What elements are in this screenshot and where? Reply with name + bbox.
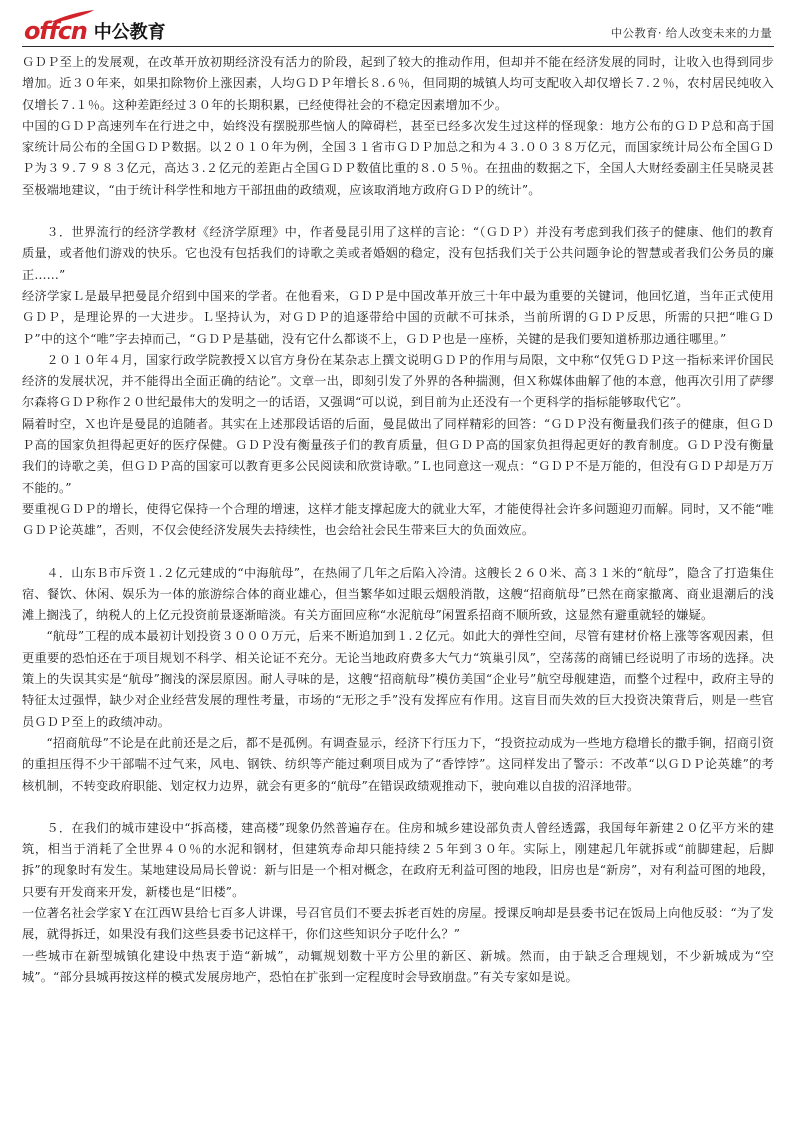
logo-wordmark: offcn	[24, 17, 87, 45]
swoosh-icon	[50, 10, 102, 23]
document-body	[0, 47, 794, 988]
section-spacer	[22, 797, 774, 818]
offcn-logo	[24, 19, 166, 46]
logo-chinese-name: 中公教育	[93, 22, 166, 43]
paragraph: ２０１０年４月，国家行政学院教授Ｘ以官方身份在某杂志上撰文说明ＧＤＰ的作用与局限，文中称“仅凭ＧＤＰ这一指标来评价国民经济的发展状况，并不能得出全面正确的结论”。文章一出，即刻引发了外界的各种揣测，但Ｘ称媒体曲解了他的本意，他再次引用了萨缪尔森将ＧＤＰ称作２０世纪最伟大的发明之一的话语，又强调“可以说，到目前为止还没有一个更科学的指标能够取代它”。	[22, 352, 774, 410]
paragraph-section-3: ３．世界流行的经济学教材《经济学原理》中，作者曼昆引用了这样的言论：“（ＧＤＰ）并没有考虑到我们孩子的健康、他们的教育质量，或者他们游戏的快乐。它也没有包括我们的诗歌之美或者婚姻的稳定，没有包括我们关于公共问题争论的智慧或者我们公务员的廉正……”	[22, 225, 774, 282]
paragraph: 一位著名社会学家Ｙ在江西Ｗ县给七百多人讲课，号召官员们不要去拆老百姓的房屋。授课反响却是县委书记在饭局上向他反驳：“为了发展，就得拆迁，如果没有我们这些县委书记这样干，你们这些知识分子吃什么？”	[22, 905, 774, 942]
section-spacer	[22, 542, 774, 563]
paragraph-section-5: ５．在我们的城市建设中“拆高楼，建高楼”现象仍然普遍存在。住房和城乡建设部负责人曾经透露，我国每年新建２０亿平方米的建筑，相当于消耗了全世界４０％的水泥和钢材，但建筑寿命却只能持续２５年到３０年。实际上，刚建起几年就拆或“前脚建起，后脚拆”的现象时有发生。某地建设局局长曾说：新与旧是一个相对概念，在政府无利益可图的地段，旧房也是“新房”，对有利益可图的地段，只要有开发商来开发，新楼也是“旧楼”。	[22, 820, 774, 899]
paragraph: 要重视ＧＤＰ的增长，使得它保持一个合理的增速，这样才能支撑起庞大的就业大军，才能使得社会许多问题迎刃而解。同时，又不能“唯 ＧＤＰ论英雄”，否则，不仅会使经济发展失去持续性，也会给社会民生带来巨大的负面效应。	[22, 501, 774, 538]
section-spacer	[22, 201, 774, 222]
page-header	[0, 0, 794, 46]
paragraph: 经济学家Ｌ是最早把曼昆介绍到中国来的学者。在他看来，ＧＤＰ是中国改革开放三十年中最为重要的关键词，他回忆道，当年正式使用ＧＤＰ，是理论界的一大进步。Ｌ坚持认为，对ＧＤＰ的追逐带给中国的贡献不可抹杀，当前所谓的ＧＤＰ反思，所需的只把“唯ＧＤＰ”中的这个“唯”字去掉而己，“ＧＤＰ是基础，没有它什么都谈不上，ＧＤＰ也是一座桥，关键的是我们要知道桥那边通往哪里。”	[22, 288, 774, 346]
paragraph: 一些城市在新型城镇化建设中热衷于造“新城”，动辄规划数十平方公里的新区、新城。然而，由于缺乏合理规划，不少新城成为“空城”。“部分县城再按这样的模式发展房地产，恐怕在扩张到一定程度时会导致崩盘。”有关专家如是说。	[22, 948, 774, 984]
logo-mark	[24, 19, 87, 43]
header-tagline: 中公教育· 给人改变未来的力量	[610, 26, 772, 40]
paragraph: “招商航母”不论是在此前还是之后，都不是孤例。有调查显示，经济下行压力下，“投资拉动成为一些地方稳增长的撒手锏，招商引资的重担压得不少干部喘不过气来，风电、钢铁、纺织等产能过剩项目成为了“香饽饽”。这同样发出了警示：不改革“以ＧＤＰ论英雄”的考核机制，不转变政府职能、划定权力边界，就会有更多的“航母”在错误政绩观推动下，驶向难以自拔的沼泽地带。	[22, 735, 774, 793]
paragraph: “航母”工程的成本最初计划投资３０００万元，后来不断追加到１.２亿元。如此大的弹性空间，尽管有建材价格上涨等客观因素，但更重要的恐怕还在于项目规划不科学、相关论证不充分。无论当地政府费多大气力“筑巢引凤”，空荡荡的商铺已经说明了市场的选择。决策上的失误其实是“航母”搁浅的深层原因。耐人寻味的是，这艘“招商航母”模仿美国“企业号”航空母舰建造，而整个过程中，政府主导的特征太过强悍，缺少对企业经营发展的理性考量，市场的“无形之手”没有发挥应有作用。这盲目而失效的巨大投资决策背后，则是一些官员ＧＤＰ至上的政绩冲动。	[22, 629, 774, 729]
paragraph-section-4: ４．山东Ｂ市斥资１.２亿元建成的“中海航母”，在热闹了几年之后陷入冷清。这艘长２６０米、高３１米的“航母”，隐含了打造集住宿、餐饮、休闲、娱乐为一体的旅游综合体的商业雄心，但当繁华如过眼云烟般消散，这艘“招商航母”已然在商家撤离、商业退潮后的浅滩上搁浅了，纳税人的上亿元投资前景逐渐暗淡。有关方面回应称“水泥航母”闲置系招商不顺所致，这显然有避重就轻的嫌疑。	[22, 565, 774, 623]
paragraph: 中国的ＧＤＰ高速列车在行进之中，始终没有摆脱那些恼人的障碍栏，甚至已经多次发生过这样的怪现象：地方公布的ＧＤＰ总和高于国家统计局公布的全国ＧＤＰ数据。以２０１０年为例，全国３１省市ＧＤＰ加总之和为４３.００３８万亿元，而国家统计局公布全国ＧＤＰ为３９.７９８３亿元，高达３.２亿元的差距占全国ＧＤＰ数值比重的８.０５％。在扭曲的数据之下，全国人大财经委副主任吴晓灵甚至极端地建议，“由于统计科学性和地方干部扭曲的政绩观，应该取消地方政府ＧＤＰ的统计”。	[22, 118, 774, 197]
paragraph: 隔着时空，Ｘ也许是曼昆的追随者。其实在上述那段话语的后面，曼昆做出了同样精彩的回答：“ＧＤＰ没有衡量我们孩子的健康，但ＧＤＰ高的国家负担得起更好的医疗保健。ＧＤＰ没有衡量孩子们的教育质量，但ＧＤＰ高的国家负担得起更好的教育制度。ＧＤＰ没有衡量我们的诗歌之美，但ＧＤＰ高的国家可以教育更多公民阅读和欣赏诗歌。”Ｌ也同意这一观点：“ＧＤＰ不是万能的，但没有ＧＤＰ却是万万不能的。”	[22, 416, 774, 495]
paragraph: ＧＤＰ至上的发展观，在改革开放初期经济没有活力的阶段，起到了较大的推动作用，但却并不能在经济发展的同时，让收入也得到同步增加。近３０年来，如果扣除物价上涨因素，人均ＧＤＰ年增长８.６％，但同期的城镇人均可支配收入却仅增长７.２％，农村居民纯收入仅增长７.１％。这种差距经过３０年的长期积累，已经使得社会的不稳定因素增加不少。	[22, 55, 774, 112]
